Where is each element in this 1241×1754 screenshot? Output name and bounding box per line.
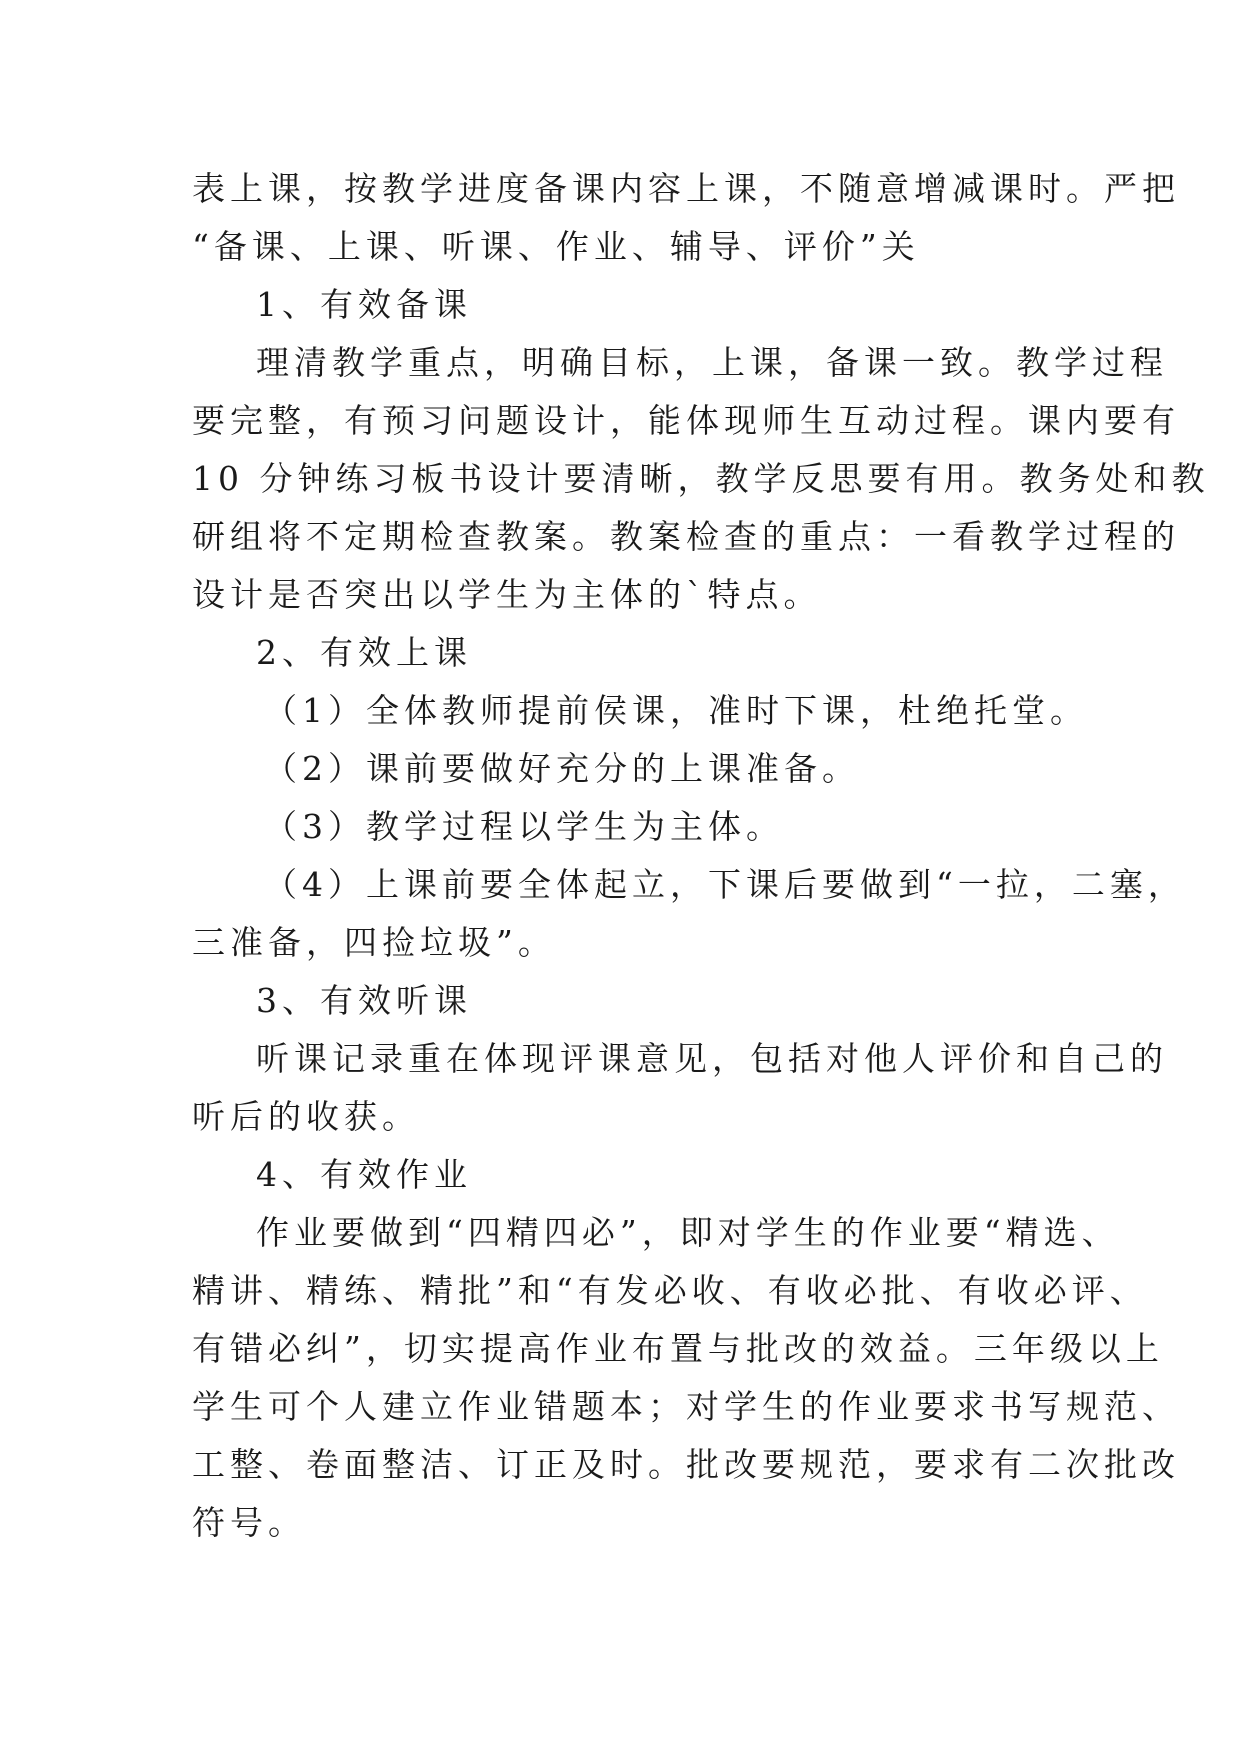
paragraph-line: 学生可个人建立作业错题本；对学生的作业要求书写规范、 xyxy=(192,1387,1180,1426)
list-item: （4）上课前要全体起立，下课后要做到“一拉，二塞， xyxy=(264,865,1186,904)
list-item: （2）课前要做好充分的上课准备。 xyxy=(264,749,860,788)
section-heading: 1、有效备课 xyxy=(256,285,472,324)
paragraph-line: 听课记录重在体现评课意见，包括对他人评价和自己的 xyxy=(256,1039,1168,1078)
paragraph-line: 工整、卷面整洁、订正及时。批改要规范，要求有二次批改 xyxy=(192,1445,1180,1484)
section-heading: 2、有效上课 xyxy=(256,633,472,672)
section-heading: 3、有效听课 xyxy=(256,981,472,1020)
paragraph-line: 研组将不定期检查教案。教案检查的重点：一看教学过程的 xyxy=(192,517,1180,556)
paragraph-line: 符号。 xyxy=(192,1503,306,1542)
paragraph-line: 10 分钟练习板书设计要清晰，教学反思要有用。教务处和教 xyxy=(192,459,1210,498)
paragraph-line: 要完整，有预习问题设计，能体现师生互动过程。课内要有 xyxy=(192,401,1180,440)
paragraph-line: 理清教学重点，明确目标，上课，备课一致。教学过程 xyxy=(256,343,1168,382)
paragraph-line: 设计是否突出以学生为主体的`特点。 xyxy=(192,575,822,614)
list-item: （3）教学过程以学生为主体。 xyxy=(264,807,784,846)
paragraph-line: 有错必纠”，切实提高作业布置与批改的效益。三年级以上 xyxy=(192,1329,1164,1368)
paragraph-line: 表上课，按教学进度备课内容上课，不随意增减课时。严把 xyxy=(192,169,1180,208)
paragraph-line: “备课、上课、听课、作业、辅导、评价”关 xyxy=(192,227,920,266)
document-body xyxy=(192,160,1210,1552)
paragraph-line: 听后的收获。 xyxy=(192,1097,420,1136)
paragraph-line: 三准备，四捡垃圾”。 xyxy=(192,923,556,962)
paragraph-line: 精讲、精练、精批”和“有发必收、有收必批、有收必评、 xyxy=(192,1271,1148,1310)
section-heading: 4、有效作业 xyxy=(256,1155,472,1194)
paragraph-line: 作业要做到“四精四必”，即对学生的作业要“精选、 xyxy=(256,1213,1120,1252)
list-item: （1）全体教师提前侯课，准时下课，杜绝托堂。 xyxy=(264,691,1088,730)
